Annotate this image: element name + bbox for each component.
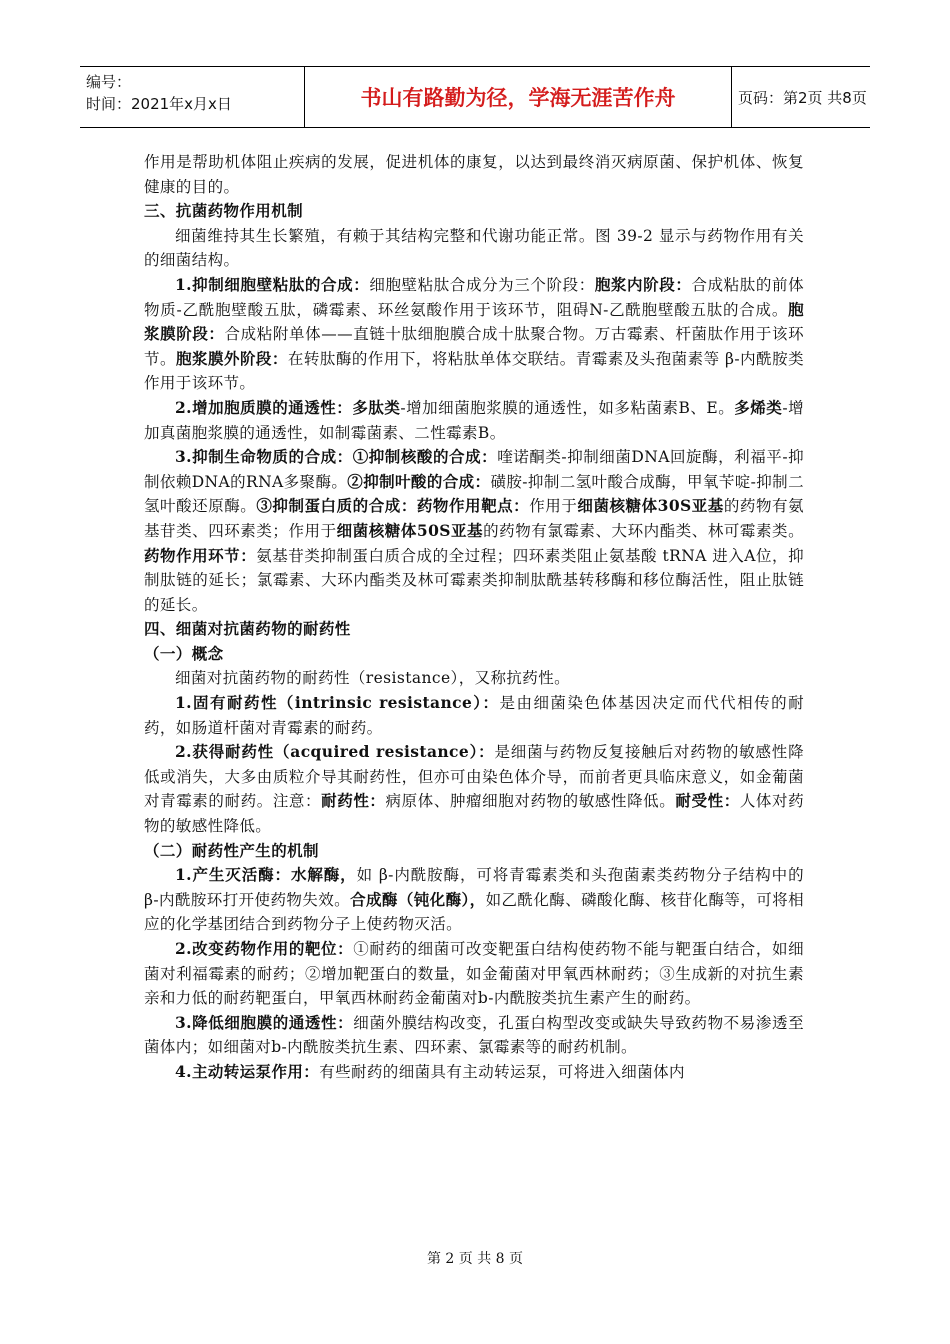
text-run: 的药物有氨基苷类、四环素类；作用于 [144,497,804,540]
number-label: 编号： [86,73,132,91]
text-run: 细菌外膜结构改变，孔蛋白构型改变或缺失导致药物不易渗透至菌体内；如细菌对b-内酰胺类抗生素、四环素、氯霉素等的耐药机制。 [144,1013,805,1057]
paragraph [144,1060,804,1085]
subsection-title: 2.改变药物作用的靶位： [175,939,354,958]
page-footer: 第 2 页 共 8 页 [426,1251,524,1267]
subsection-title: 1.抑制细胞壁粘肽的合成： [175,274,370,294]
text-run: 喹诺酮类-抑制细菌DNA回旋酶，利福平-抑制依赖DNA的RNA多聚酶。 [144,448,805,491]
heading-text: （二）耐药性产生的机制 [144,840,319,860]
bold-term: 细菌核糖体50S亚基 [336,520,484,540]
text-run: 作用于 [529,497,578,516]
text-run: ①耐药的细菌可改变靶蛋白结构使药物不能与靶蛋白结合，如细菌对利福霉素的耐药；②增加靶蛋白的数量，如金葡菌对甲氧西林耐药；③生成新的对抗生素亲和力低的耐药靶蛋白，甲氧西林耐药金葡菌对b-内酰胺类抗生素产生的耐药。 [144,940,805,1008]
subsection-heading [144,642,804,667]
section-heading [144,617,804,642]
paragraph [144,740,804,838]
section-heading [144,199,804,224]
text-run: 合成粘附单体——直链十肽细胞膜合成十肽聚合物。万古霉素、杆菌肽作用于该环节。 [144,325,804,368]
paragraph: 细菌维持其生长繁殖，有赖于其结构完整和代谢功能正常。图 39-2 显示与药物作用有关的细菌结构。 [144,226,804,270]
heading-text: 三、抗菌药物作用机制 [144,201,304,221]
text-run: 是由细菌染色体基因决定而代代相传的耐药，如肠道杆菌对青霉素的耐药。 [144,694,804,737]
bold-term: 水解酶， [290,865,357,885]
bold-term: 细菌核糖体30S亚基 [577,496,724,516]
text-run: 有些耐药的细菌具有主动转运泵，可将进入细菌体内 [319,1062,685,1081]
bold-term: 耐药性： [321,791,386,811]
text-run: 细胞壁粘肽合成分为三个阶段： [369,275,595,294]
bold-term: 胞浆内阶段： [594,274,692,294]
bold-term: 胞浆膜外阶段： [175,348,288,368]
paragraph: 作用是帮助机体阻止疾病的发展，促进机体的康复，以达到最终消灭病原菌、保护机体、恢复健康的目的。 [144,153,804,196]
header-page-label: 页码：第2页 共8页 [738,88,867,107]
paragraph [144,273,804,396]
subsection-title: 1.产生灭活酶： [175,865,291,885]
text-run: 的药物有氯霉素、大环内酯类、林可霉素类。 [483,521,804,540]
time-label: 时间：2021年x月x日 [86,95,232,113]
heading-text: 四、细菌对抗菌药物的耐药性 [144,619,351,639]
subsection-heading [144,839,804,864]
paragraph [144,396,804,445]
document-body [144,150,804,1085]
text-run: 如乙酰化酶、磷酸化酶、核苷化酶等，可将相应的化学基团结合到药物分子上使药物灭活。 [144,890,804,934]
page-header [80,66,870,128]
subsection-title: 4.主动转运泵作用： [175,1061,320,1081]
subsection-title: 2.增加胞质膜的通透性： [175,397,353,417]
text-run: 磺胺-抑制二氢叶酸合成酶，甲氧苄啶-抑制二氢叶酸还原酶。 [144,472,804,516]
paragraph [144,445,804,617]
bold-term: 多肽类 [352,397,401,417]
header-meta [86,71,306,123]
subsection-title: 3.降低细胞膜的通透性： [175,1012,354,1032]
bold-term: 药物作用环节： [144,545,257,565]
subsection-title: 1.固有耐药性（intrinsic resistance）： [175,693,500,713]
text-run: 合成粘肽的前体物质-乙酰胞壁酸五肽，磷霉素、环丝氨酸作用于该环节，阻碍N-乙酰胞壁酸五肽的合成。 [144,275,804,319]
text-run: 在转肽酶的作用下，将粘肽单体交联结。青霉素及头孢菌素等 β-内酰胺类作用于该环节。 [144,349,804,393]
text-run: 人体对药物的敏感性降低。 [144,792,805,836]
paragraph [144,863,804,937]
text-run: 氨基苷类抑制蛋白质合成的全过程；四环素类阻止氨基酸 tRNA 进入A位，抑制肽链的延长；氯霉素、大环内酯类及林可霉素类抑制肽酰基转移酶和移位酶活性，阻止肽链的延长。 [144,546,804,614]
text-run: -增加真菌胞浆膜的通透性，如制霉菌素、二性霉素B。 [144,398,804,442]
paragraph [144,1011,804,1060]
header-motto: 书山有路勤为径，学海无涯苦作舟 [304,67,732,127]
text-run: 病原体、肿瘤细胞对药物的敏感性降低。 [385,792,676,811]
heading-text: （一）概念 [144,643,224,663]
bold-term: ②抑制叶酸的合成： [347,471,491,491]
subsection-title: 2.获得耐药性（acquired resistance）： [175,742,495,762]
bold-term: 药物作用靶点： [416,496,530,516]
bold-term: 合成酶（钝化酶）， [350,889,486,909]
paragraph: 细菌对抗菌药物的耐药性（resistance），又称抗药性。 [175,669,571,688]
text-run: -增加细菌胞浆膜的通透性，如多粘菌素B、E。 [400,398,735,417]
text-run: 如 β-内酰胺酶，可将青霉素类和头孢菌素类药物分子结构中的 β-内酰胺环打开使药物失效。 [144,866,804,909]
text-run: 是细菌与药物反复接触后对药物的敏感性降低或消失，大多由质粒介导其耐药性，但亦可由染色体介导，而前者更具临床意义，如金葡菌对青霉素的耐药。注意： [144,743,804,811]
bold-term: 耐受性： [675,791,740,811]
bold-term: ①抑制核酸的合成： [352,447,498,467]
bold-term: ③抑制蛋白质的合成： [256,496,417,516]
paragraph [144,691,804,740]
bold-term: 胞浆膜阶段： [144,299,804,344]
subsection-title: 3.抑制生命物质的合成： [175,447,353,467]
bold-term: 多烯类 [734,397,783,417]
paragraph [144,937,804,1011]
